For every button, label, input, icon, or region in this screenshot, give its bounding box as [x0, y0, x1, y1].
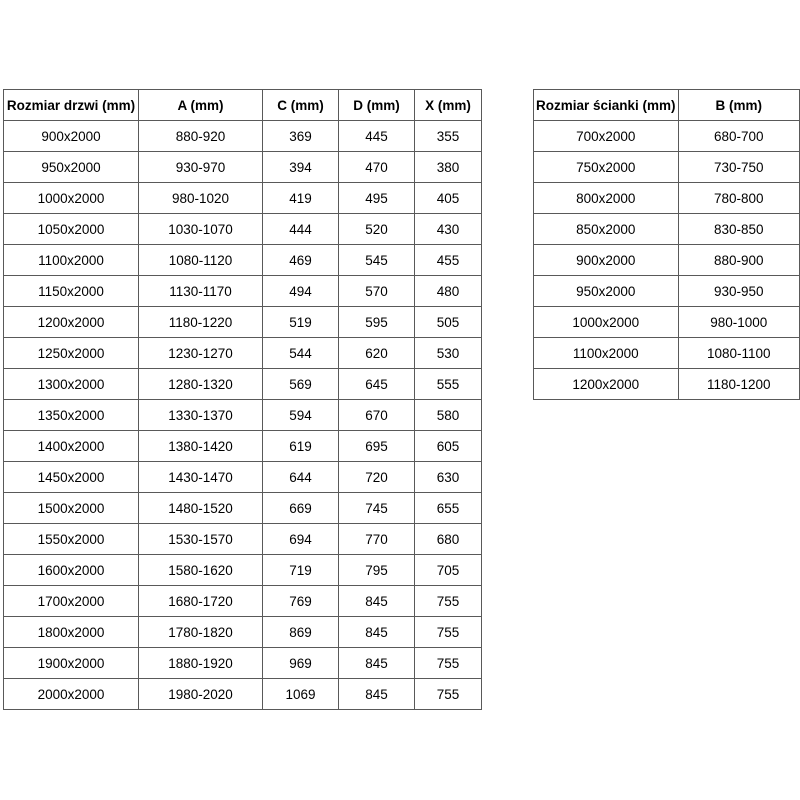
table-row: [534, 152, 800, 183]
column-header: X (mm): [415, 90, 482, 121]
table-cell: 1200x2000: [4, 307, 139, 338]
table-cell: 355: [415, 121, 482, 152]
table-cell: 1050x2000: [4, 214, 139, 245]
table-cell: 1200x2000: [534, 369, 679, 400]
table-cell: 694: [263, 524, 339, 555]
table-row: [534, 183, 800, 214]
table-cell: 1600x2000: [4, 555, 139, 586]
table-cell: 669: [263, 493, 339, 524]
table-cell: 630: [415, 462, 482, 493]
table-cell: 1030-1070: [139, 214, 263, 245]
table-cell: 930-950: [678, 276, 799, 307]
table-cell: 1180-1200: [678, 369, 799, 400]
table-row: [4, 214, 482, 245]
table-cell: 1130-1170: [139, 276, 263, 307]
table-row: [4, 679, 482, 710]
table-cell: 545: [339, 245, 415, 276]
table-cell: 1400x2000: [4, 431, 139, 462]
table-cell: 755: [415, 648, 482, 679]
table-row: [4, 493, 482, 524]
table-cell: 594: [263, 400, 339, 431]
table-cell: 1580-1620: [139, 555, 263, 586]
table-row: [4, 183, 482, 214]
table-cell: 845: [339, 648, 415, 679]
table-row: [534, 276, 800, 307]
table-cell: 419: [263, 183, 339, 214]
table-row: [4, 555, 482, 586]
table-cell: 880-900: [678, 245, 799, 276]
table-cell: 700x2000: [534, 121, 679, 152]
table-cell: 655: [415, 493, 482, 524]
table-cell: 670: [339, 400, 415, 431]
table-cell: 445: [339, 121, 415, 152]
table-cell: 745: [339, 493, 415, 524]
column-header: C (mm): [263, 90, 339, 121]
table-cell: 495: [339, 183, 415, 214]
table-cell: 1980-2020: [139, 679, 263, 710]
wall-sizes-header-row: [534, 90, 800, 121]
table-cell: 470: [339, 152, 415, 183]
table-cell: 469: [263, 245, 339, 276]
column-header: Rozmiar ścianki (mm): [534, 90, 679, 121]
table-cell: 1550x2000: [4, 524, 139, 555]
table-row: [4, 276, 482, 307]
table-cell: 519: [263, 307, 339, 338]
table-cell: 605: [415, 431, 482, 462]
table-cell: 569: [263, 369, 339, 400]
door-sizes-header-row: [4, 90, 482, 121]
table-cell: 755: [415, 679, 482, 710]
table-cell: 1069: [263, 679, 339, 710]
table-cell: 770: [339, 524, 415, 555]
table-cell: 845: [339, 679, 415, 710]
table-cell: 1100x2000: [534, 338, 679, 369]
wall-sizes-table: [533, 89, 800, 400]
table-cell: 980-1020: [139, 183, 263, 214]
table-cell: 845: [339, 617, 415, 648]
door-sizes-table: [3, 89, 482, 710]
table-cell: 695: [339, 431, 415, 462]
table-cell: 645: [339, 369, 415, 400]
table-row: [4, 338, 482, 369]
table-cell: 845: [339, 586, 415, 617]
table-cell: 1080-1100: [678, 338, 799, 369]
table-row: [534, 214, 800, 245]
table-cell: 544: [263, 338, 339, 369]
table-row: [4, 369, 482, 400]
table-row: [534, 307, 800, 338]
table-cell: 1530-1570: [139, 524, 263, 555]
table-cell: 680-700: [678, 121, 799, 152]
table-cell: 380: [415, 152, 482, 183]
table-cell: 705: [415, 555, 482, 586]
table-cell: 1700x2000: [4, 586, 139, 617]
table-cell: 555: [415, 369, 482, 400]
table-row: [4, 524, 482, 555]
table-cell: 980-1000: [678, 307, 799, 338]
table-cell: 969: [263, 648, 339, 679]
table-row: [4, 307, 482, 338]
table-row: [534, 245, 800, 276]
table-row: [4, 648, 482, 679]
table-cell: 850x2000: [534, 214, 679, 245]
table-cell: 1350x2000: [4, 400, 139, 431]
table-cell: 720: [339, 462, 415, 493]
table-cell: 430: [415, 214, 482, 245]
table-cell: 444: [263, 214, 339, 245]
table-cell: 780-800: [678, 183, 799, 214]
column-header: Rozmiar drzwi (mm): [4, 90, 139, 121]
table-cell: 769: [263, 586, 339, 617]
table-cell: 580: [415, 400, 482, 431]
table-cell: 900x2000: [534, 245, 679, 276]
table-cell: 480: [415, 276, 482, 307]
table-cell: 1680-1720: [139, 586, 263, 617]
table-cell: 520: [339, 214, 415, 245]
table-cell: 755: [415, 586, 482, 617]
table-cell: 1880-1920: [139, 648, 263, 679]
table-cell: 405: [415, 183, 482, 214]
table-cell: 1500x2000: [4, 493, 139, 524]
table-cell: 869: [263, 617, 339, 648]
table-cell: 719: [263, 555, 339, 586]
table-cell: 1280-1320: [139, 369, 263, 400]
table-cell: 1000x2000: [4, 183, 139, 214]
column-header: D (mm): [339, 90, 415, 121]
table-cell: 570: [339, 276, 415, 307]
table-cell: 795: [339, 555, 415, 586]
table-row: [4, 586, 482, 617]
table-cell: 1800x2000: [4, 617, 139, 648]
table-row: [4, 245, 482, 276]
table-cell: 900x2000: [4, 121, 139, 152]
table-row: [4, 617, 482, 648]
table-cell: 1450x2000: [4, 462, 139, 493]
table-cell: 505: [415, 307, 482, 338]
table-cell: 950x2000: [534, 276, 679, 307]
table-cell: 394: [263, 152, 339, 183]
table-cell: 369: [263, 121, 339, 152]
table-cell: 494: [263, 276, 339, 307]
table-cell: 644: [263, 462, 339, 493]
table-cell: 2000x2000: [4, 679, 139, 710]
table-row: [534, 338, 800, 369]
table-cell: 619: [263, 431, 339, 462]
column-header: B (mm): [678, 90, 799, 121]
table-row: [534, 369, 800, 400]
table-cell: 730-750: [678, 152, 799, 183]
table-cell: 620: [339, 338, 415, 369]
table-cell: 1080-1120: [139, 245, 263, 276]
table-cell: 1000x2000: [534, 307, 679, 338]
table-cell: 755: [415, 617, 482, 648]
table-cell: 530: [415, 338, 482, 369]
table-cell: 1480-1520: [139, 493, 263, 524]
table-cell: 1180-1220: [139, 307, 263, 338]
table-cell: 950x2000: [4, 152, 139, 183]
table-cell: 1380-1420: [139, 431, 263, 462]
table-row: [4, 431, 482, 462]
table-cell: 1100x2000: [4, 245, 139, 276]
table-row: [4, 152, 482, 183]
table-row: [4, 121, 482, 152]
table-cell: 595: [339, 307, 415, 338]
table-cell: 1780-1820: [139, 617, 263, 648]
table-cell: 1230-1270: [139, 338, 263, 369]
table-cell: 830-850: [678, 214, 799, 245]
table-cell: 750x2000: [534, 152, 679, 183]
table-row: [534, 121, 800, 152]
table-cell: 1300x2000: [4, 369, 139, 400]
table-row: [4, 400, 482, 431]
table-cell: 1430-1470: [139, 462, 263, 493]
table-cell: 1900x2000: [4, 648, 139, 679]
table-cell: 880-920: [139, 121, 263, 152]
table-cell: 930-970: [139, 152, 263, 183]
table-cell: 680: [415, 524, 482, 555]
table-cell: 455: [415, 245, 482, 276]
table-cell: 1150x2000: [4, 276, 139, 307]
table-cell: 800x2000: [534, 183, 679, 214]
table-cell: 1250x2000: [4, 338, 139, 369]
column-header: A (mm): [139, 90, 263, 121]
table-cell: 1330-1370: [139, 400, 263, 431]
table-row: [4, 462, 482, 493]
